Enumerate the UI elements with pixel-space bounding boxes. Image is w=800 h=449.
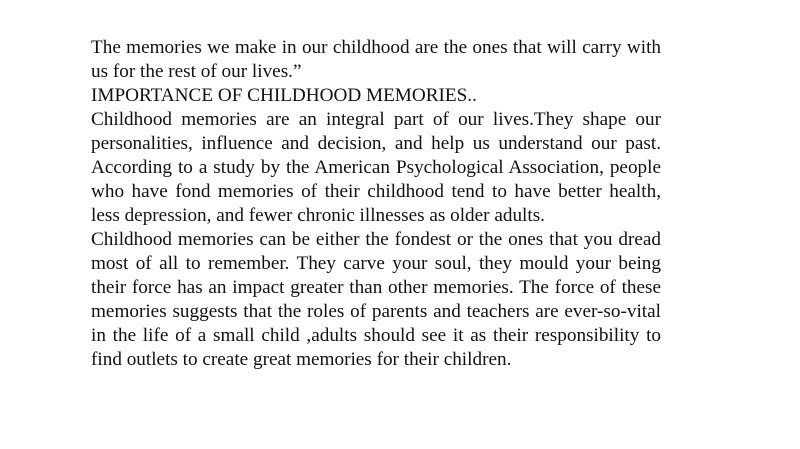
section-heading: IMPORTANCE OF CHILDHOOD MEMORIES..	[91, 85, 477, 106]
opening-quote: The memories we make in our childhood are the ones that will carry with us for the rest of our lives.”	[91, 37, 661, 82]
paragraph-force-of-memories: Childhood memories can be either the fondest or the ones that you dread most of all to remember. They carve your soul, they mould your being their force has an impact greater than other memories. The force of these memories suggests that the roles of parents and teachers are ever-so-vital in the life of a small child ,adults should see it as their responsibility to find outlets to create great memories for their children.	[91, 229, 661, 370]
document-body	[91, 36, 661, 372]
paragraph-importance: Childhood memories are an integral part of our lives.They shape our personalities, influence and decision, and help us understand our past. According to a study by the American Psychological Association, people who have fond memories of their childhood tend to have better health, less depression, and fewer chronic illnesses as older adults.	[91, 109, 661, 226]
